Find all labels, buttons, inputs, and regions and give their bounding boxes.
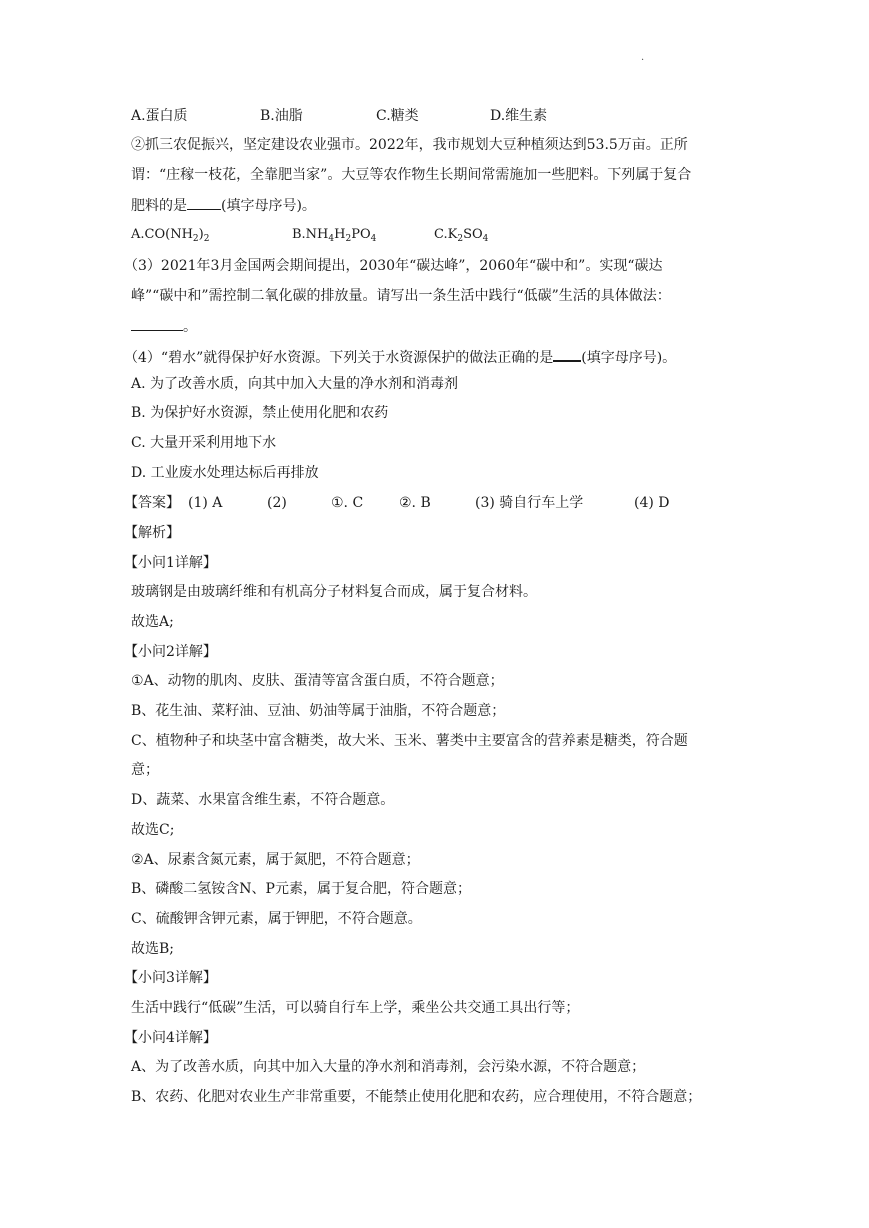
subquestion-2-heading: 【小问2详解】 xyxy=(124,644,217,660)
answer-part-3: (3) 骑自行车上学 xyxy=(475,495,584,511)
q3-line-3: 。 xyxy=(131,316,197,337)
subquestion-4-heading: 【小问4详解】 xyxy=(124,1030,217,1046)
analysis-line: 故选B; xyxy=(131,941,175,957)
analysis-line: C、硫酸钾含钾元素，属于钾肥，不符合题意。 xyxy=(131,911,422,927)
q2-line-3-prefix: 肥料的是 xyxy=(131,198,187,214)
option-d-vitamin: D.维生素 xyxy=(490,108,548,124)
q2-line-2: 谓：“庄稼一枝花，全靠肥当家”。大豆等农作物生长期间常需施加一些肥料。下列属于复合 xyxy=(131,167,692,183)
analysis-line: ②A、尿素含氮元素，属于氮肥，不符合题意； xyxy=(131,852,420,868)
analysis-line: B、花生油、菜籽油、豆油、奶油等属于油脂，不符合题意； xyxy=(131,703,506,719)
analysis-line: 意； xyxy=(131,762,159,778)
analysis-line: B、农药、化肥对农业生产非常重要，不能禁止使用化肥和农药，应合理使用，不符合题意； xyxy=(131,1089,702,1105)
answer-part-4: (4) D xyxy=(634,495,670,511)
answer-blank xyxy=(553,346,581,362)
q4-option-d: D. 工业废水处理达标后再排放 xyxy=(131,465,319,481)
analysis-line: ①A、动物的肌肉、皮肤、蛋清等富含蛋白质，不符合题意； xyxy=(131,673,504,689)
option-a-protein: A.蛋白质 xyxy=(131,108,188,124)
answer-blank xyxy=(131,316,183,331)
answer-label: 【答案】 xyxy=(124,495,180,511)
analysis-line: 故选A; xyxy=(131,614,174,630)
page-mark: · xyxy=(641,55,645,66)
answer-part-2a: ①. C xyxy=(331,495,364,511)
option-b-fat: B.油脂 xyxy=(260,108,303,124)
q3-line-1: （3）2021年3月金国两会期间提出，2030年“碳达峰”，2060年“碳中和”。实现“碳达 xyxy=(124,258,663,274)
q4-option-a: A. 为了改善水质，向其中加入大量的净水剂和消毒剂 xyxy=(131,376,459,392)
answer-part-1: (1) A xyxy=(188,495,223,511)
answer-blank xyxy=(187,195,221,210)
analysis-line: B、磷酸二氢铵含N、P元素，属于复合肥，符合题意； xyxy=(131,881,471,897)
q2-option-b: $B.NH_4H_2PO_4$ xyxy=(292,227,377,244)
analysis-heading: 【解析】 xyxy=(124,525,180,541)
q4-option-b: B. 为保护好水资源，禁止使用化肥和农药 xyxy=(131,405,389,421)
answer-part-2b: ②. B xyxy=(399,495,431,511)
analysis-line: C、植物种子和块茎中富含糖类，故大米、玉米、薯类中主要富含的营养素是糖类，符合题 xyxy=(131,733,688,749)
subquestion-3-heading: 【小问3详解】 xyxy=(124,970,217,986)
q4-stem: （4）“碧水”就得保护好水资源。下列关于水资源保护的做法正确的是 (填字母序号)。 xyxy=(124,346,676,368)
q2-line-3 xyxy=(131,195,316,216)
analysis-line: D、蔬菜、水果富含维生素，不符合题意。 xyxy=(131,792,395,808)
option-c-sugar: C.糖类 xyxy=(376,108,419,124)
analysis-line: A、为了改善水质，向其中加入大量的净水剂和消毒剂，会污染水源，不符合题意； xyxy=(131,1059,646,1075)
q3-line-2: 峰”“碳中和”需控制二氧化碳的排放量。请写出一条生活中践行“低碳”生活的具体做法： xyxy=(131,288,671,304)
analysis-line: 玻璃钢是由玻璃纤维和有机高分子材料复合而成，属于复合材料。 xyxy=(131,584,537,600)
q2-line-1: ②抓三农促振兴，坚定建设农业强市。2022年，我市规划大豆种植须达到53.5万亩。正所 xyxy=(131,137,688,153)
q2-option-c: $C.K_2SO_4$ xyxy=(434,227,489,244)
analysis-line: 生活中践行“低碳”生活，可以骑自行车上学，乘坐公共交通工具出行等； xyxy=(131,1000,580,1016)
analysis-line: 故选C; xyxy=(131,822,175,838)
q2-line-3-suffix: (填字母序号)。 xyxy=(221,198,316,214)
q4-option-c: C. 大量开采利用地下水 xyxy=(131,435,277,451)
answer-part-2: (2) xyxy=(267,495,287,511)
q2-option-a: $A.CO(NH_2)_2$ xyxy=(131,227,210,244)
subquestion-1-heading: 【小问1详解】 xyxy=(124,555,217,571)
